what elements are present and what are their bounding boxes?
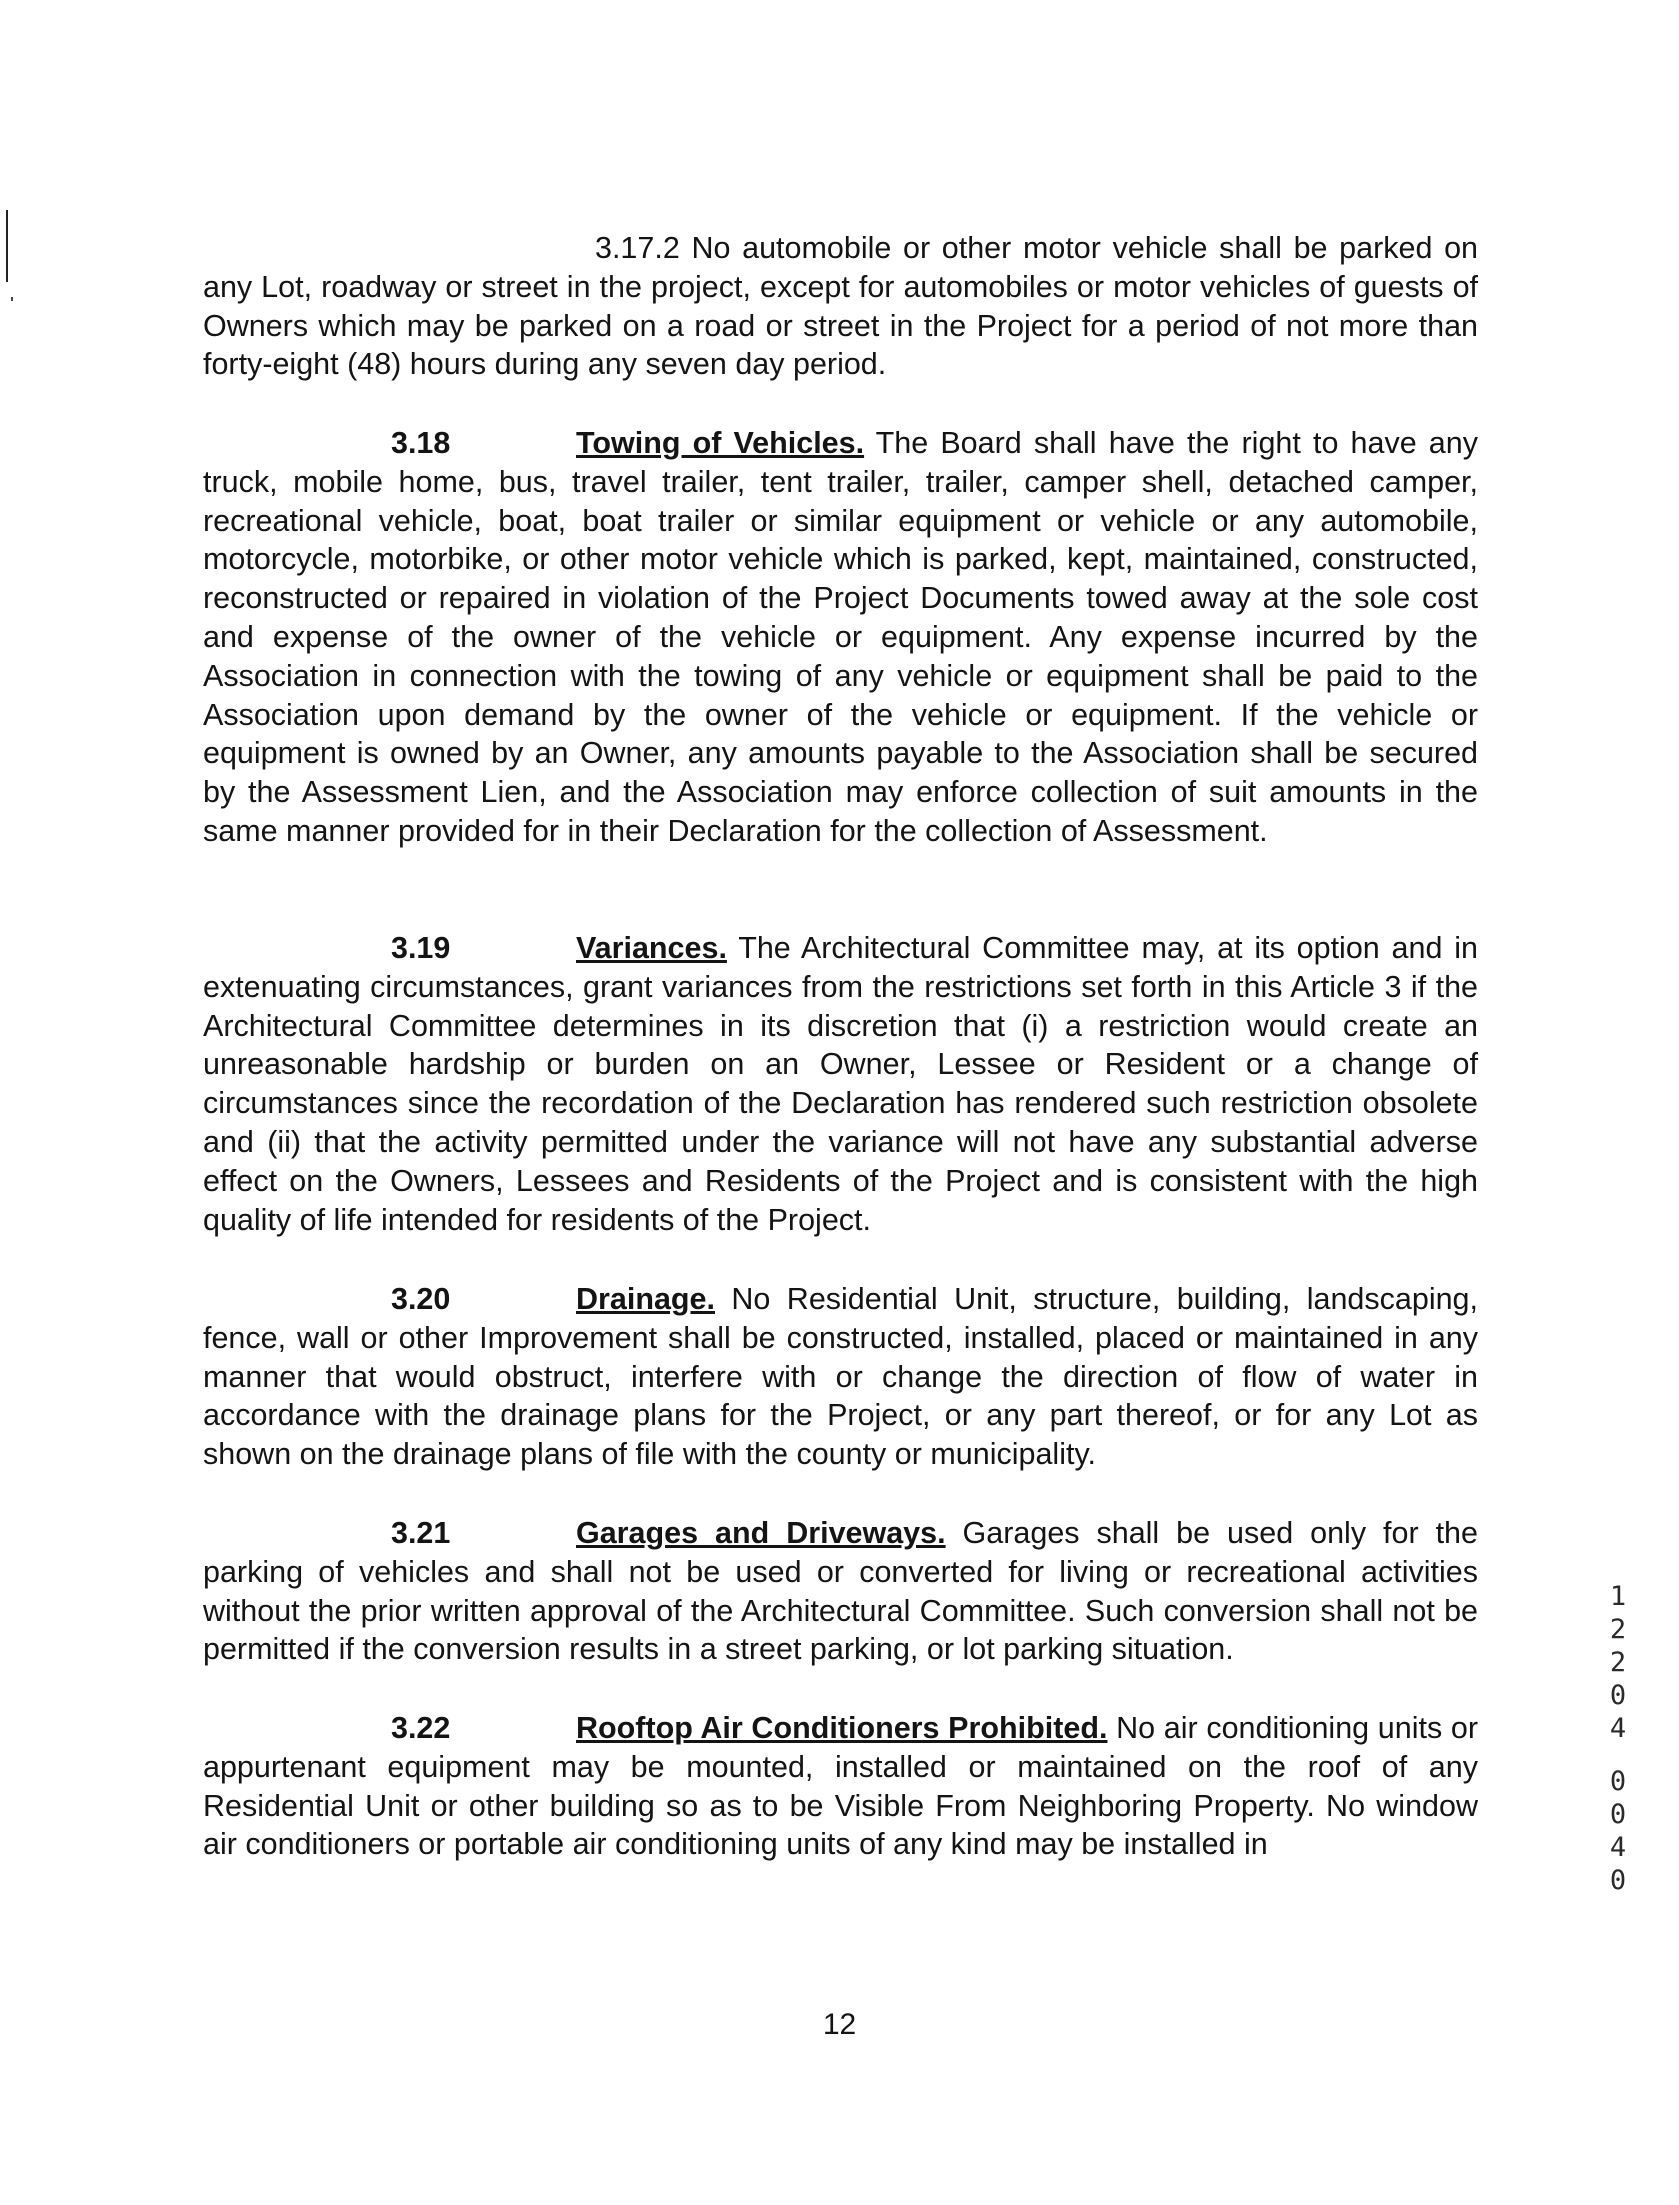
stamp-digit: 2 — [1609, 1647, 1627, 1678]
section-3-22 — [203, 1709, 1478, 1864]
section-3-18 — [203, 424, 1478, 851]
section-number: 3.22 — [391, 1711, 451, 1745]
section-text: Garages shall be used only for the parking of vehicles and shall not be used or converted for living or recreational activities without the prior written approval of the Architectural Committee. Such conversion shall not be permitted if the conversion results in a street parking, or lot parking situation. — [203, 1516, 1478, 1667]
stamp-digit: 4 — [1609, 1713, 1627, 1744]
section-text: The Architectural Committee may, at its option and in extenuating circumstances, grant variances from the restrictions set forth in this Article 3 if the Architectural Committee determines in its discretion that (i) a restriction would create an unreasonable hardship or burden on an Owner, Lessee or Resident or a change of circumstances since the recordation of the Declaration has rendered such restriction obsolete and (ii) that the activity permitted under the variance will not have any substantial adverse effect on the Owners, Lessees and Residents of the Project and is consistent with the high quality of life intended for residents of the Project. — [203, 931, 1478, 1237]
section-3-20 — [203, 1280, 1478, 1474]
section-number: 3.18 — [391, 426, 451, 460]
section-number: 3.17.2 — [595, 231, 680, 265]
stamp-digit: 4 — [1609, 1832, 1627, 1863]
stamp-digit: 0 — [1609, 1766, 1627, 1797]
section-number: 3.19 — [391, 931, 451, 965]
section-heading: Drainage. — [576, 1282, 715, 1316]
section-heading: Rooftop Air Conditioners Prohibited. — [576, 1711, 1108, 1745]
stamp-digit: 2 — [1609, 1614, 1627, 1645]
stamp-digit: 0 — [1609, 1865, 1627, 1896]
section-3-21 — [203, 1514, 1478, 1669]
recording-stamp — [1604, 1580, 1632, 1897]
page-number: 12 — [822, 2008, 857, 2041]
section-text: No automobile or other motor vehicle shall be parked on any Lot, roadway or street in the project, except for automobiles or motor vehicles of guests of Owners which may be parked on a road or street in the Project for a period of not more than forty-eight (48) hours during any seven day period. — [203, 231, 1478, 382]
stamp-digit: 0 — [1609, 1799, 1627, 1830]
stamp-digit: 1 — [1609, 1581, 1627, 1612]
section-heading: Towing of Vehicles. — [576, 426, 865, 460]
section-number: 3.20 — [391, 1282, 451, 1316]
margin-bar — [6, 210, 8, 282]
section-text: No Residential Unit, structure, building, landscaping, fence, wall or other Improvement shall be constructed, installed, placed or maintained in any manner that would obstruct, interfere with or change the direction of flow of water in accordance with the drainage plans for the Project, or any part thereof, or for any Lot as shown on the drainage plans of file with the county or municipality. — [203, 1282, 1478, 1472]
stamp-digit: 0 — [1609, 1680, 1627, 1711]
section-number: 3.21 — [391, 1516, 451, 1550]
section-heading: Variances. — [576, 931, 727, 965]
section-heading: Garages and Driveways. — [576, 1516, 946, 1550]
section-3-19 — [203, 929, 1478, 1239]
margin-tick — [11, 297, 13, 301]
section-text: The Board shall have the right to have any truck, mobile home, bus, travel trailer, tent trailer, trailer, camper shell, detached camper, recreational vehicle, boat, boat trailer or similar equipment or vehicle or any automobile, motorcycle, motorbike, or other motor vehicle which is parked, kept, maintained, constructed, reconstructed or repaired in violation of the Project Documents towed away at the sole cost and expense of the owner of the vehicle or equipment. Any expense incurred by the Association in connection with the towing of any vehicle or equipment shall be paid to the Association upon demand by the owner of the vehicle or equipment. If the vehicle or equipment is owned by an Owner, any amounts payable to the Association shall be secured by the Assessment Lien, and the Association may enforce collection of suit amounts in the same manner provided for in their Declaration for the collection of Assessment. — [203, 426, 1478, 848]
section-3-17-2 — [203, 229, 1478, 384]
section-text: No air conditioning units or appurtenant equipment may be mounted, installed or maintained on the roof of any Residential Unit or other building so as to be Visible From Neighboring Property. No window air conditioners or portable air conditioning units of any kind may be installed in — [203, 1711, 1478, 1862]
